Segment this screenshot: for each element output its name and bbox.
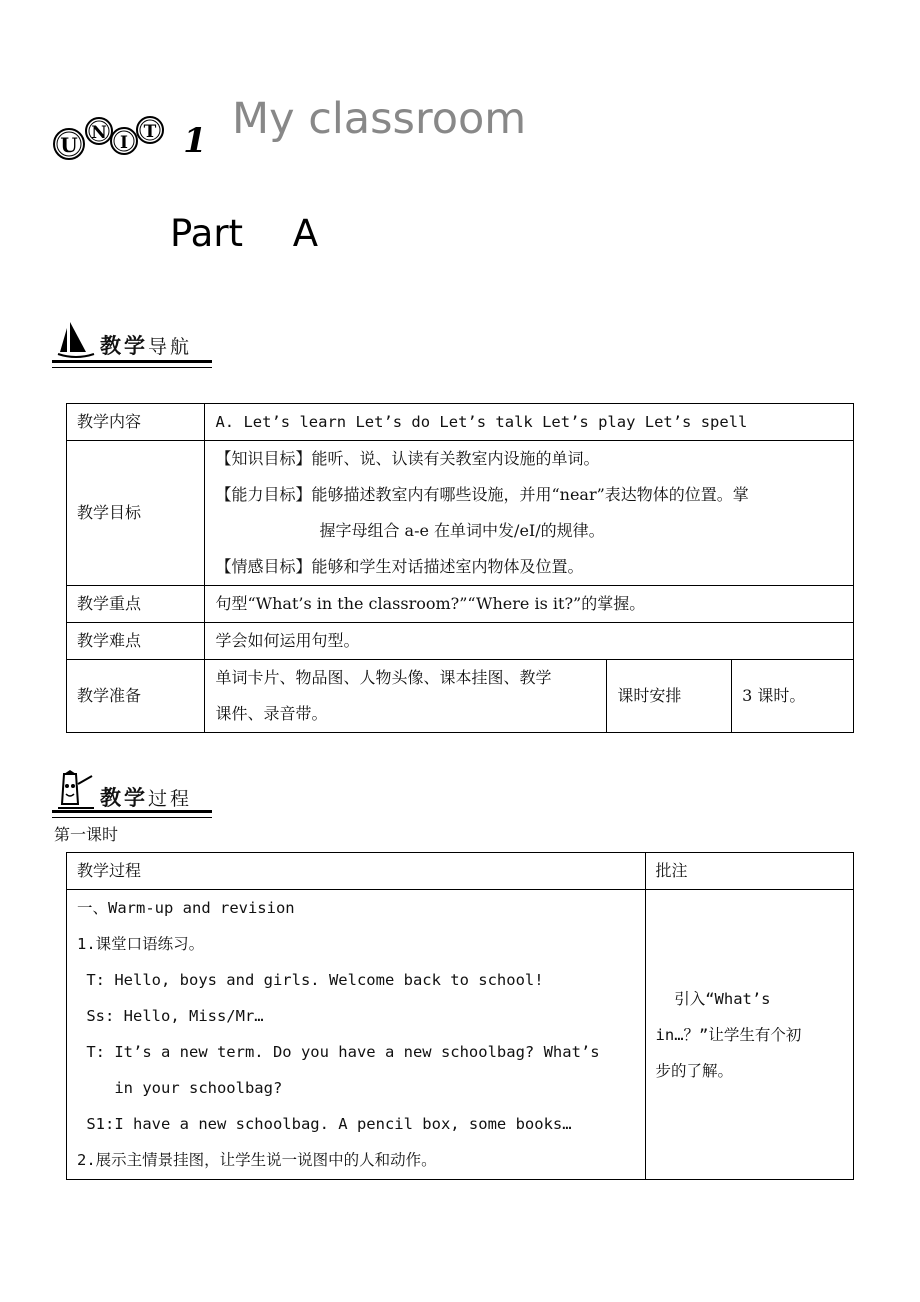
goal-emotion: 【情感目标】能够和学生对话描述室内物体及位置。 bbox=[215, 557, 584, 576]
schedule-label: 课时安排 bbox=[607, 660, 732, 733]
process-cell bbox=[67, 890, 646, 1180]
content-label: 教学内容 bbox=[67, 404, 205, 441]
process-line-4: Ss: Hello, Miss/Mr… bbox=[77, 1007, 264, 1025]
col-notes-header: 批注 bbox=[645, 853, 853, 890]
unit-letter-u: U bbox=[60, 133, 78, 157]
difficult-value: 学会如何运用句型。 bbox=[205, 623, 854, 660]
content-value: A. Let’s learn Let’s do Let’s talk Let’s play Let’s spell bbox=[205, 404, 854, 441]
section-nav-heading bbox=[56, 316, 192, 360]
process-line-8: 2.展示主情景挂图，让学生说一说图中的人和动作。 bbox=[77, 1151, 437, 1169]
prep-label: 教学准备 bbox=[67, 660, 205, 733]
section-process-bold: 教学 bbox=[100, 786, 148, 810]
prep-value-line1: 单词卡片、物品图、人物头像、课本挂图、教学 bbox=[215, 668, 552, 687]
col-process-header: 教学过程 bbox=[67, 853, 646, 890]
process-table bbox=[66, 852, 854, 1180]
goal-knowledge: 【知识目标】能听、说、认读有关教室内设施的单词。 bbox=[215, 449, 600, 468]
lesson-label: 第一课时 bbox=[54, 825, 119, 844]
pencil-character-icon bbox=[56, 770, 96, 812]
process-line-6: in your schoolbag? bbox=[77, 1079, 283, 1097]
section-nav-underline bbox=[52, 360, 212, 368]
unit-letter-i: I bbox=[120, 133, 128, 153]
note-line-3: 步的了解。 bbox=[655, 1061, 734, 1080]
process-line-3: T: Hello, boys and girls. Welcome back to school! bbox=[77, 971, 544, 989]
process-line-5: T: It’s a new term. Do you have a new schoolbag? What’s bbox=[77, 1043, 600, 1061]
part-heading: Part A bbox=[170, 212, 319, 255]
goals-cell bbox=[205, 441, 854, 586]
info-table bbox=[66, 403, 854, 733]
unit-number: 1 bbox=[183, 121, 207, 161]
unit-badge bbox=[52, 108, 212, 172]
page-title: My classroom bbox=[232, 94, 527, 144]
unit-letter-t: T bbox=[143, 122, 157, 142]
unit-letter-n: N bbox=[91, 123, 107, 143]
note-line-2: in…？”让学生有个初 bbox=[655, 1025, 802, 1044]
section-process-heading bbox=[56, 768, 192, 812]
process-line-7: S1:I have a new schoolbag. A pencil box, some books… bbox=[77, 1115, 572, 1133]
section-nav-bold: 教学 bbox=[100, 334, 148, 358]
note-line-1: 引入“What’s bbox=[655, 989, 771, 1008]
notes-cell bbox=[645, 890, 853, 1180]
sailboat-icon bbox=[56, 318, 96, 360]
prep-value-line2: 课件、录音带。 bbox=[215, 704, 328, 723]
goal-ability-line2: 握字母组合 a-e 在单词中发/eI/的规律。 bbox=[319, 521, 605, 540]
schedule-value: 3 课时。 bbox=[732, 660, 854, 733]
goals-label: 教学目标 bbox=[67, 441, 205, 586]
key-value: 句型“What’s in the classroom?”“Where is it?”的掌握。 bbox=[205, 586, 854, 623]
prep-value bbox=[205, 660, 607, 733]
difficult-label: 教学难点 bbox=[67, 623, 205, 660]
process-line-2: 1.课堂口语练习。 bbox=[77, 935, 205, 953]
section-process-normal: 过程 bbox=[148, 788, 193, 810]
section-nav-normal: 导航 bbox=[148, 336, 193, 358]
goal-ability-line1: 【能力目标】能够描述教室内有哪些设施，并用“near”表达物体的位置。掌 bbox=[215, 485, 749, 504]
process-line-1: 一、Warm-up and revision bbox=[77, 899, 295, 917]
key-label: 教学重点 bbox=[67, 586, 205, 623]
section-process-underline bbox=[52, 810, 212, 818]
